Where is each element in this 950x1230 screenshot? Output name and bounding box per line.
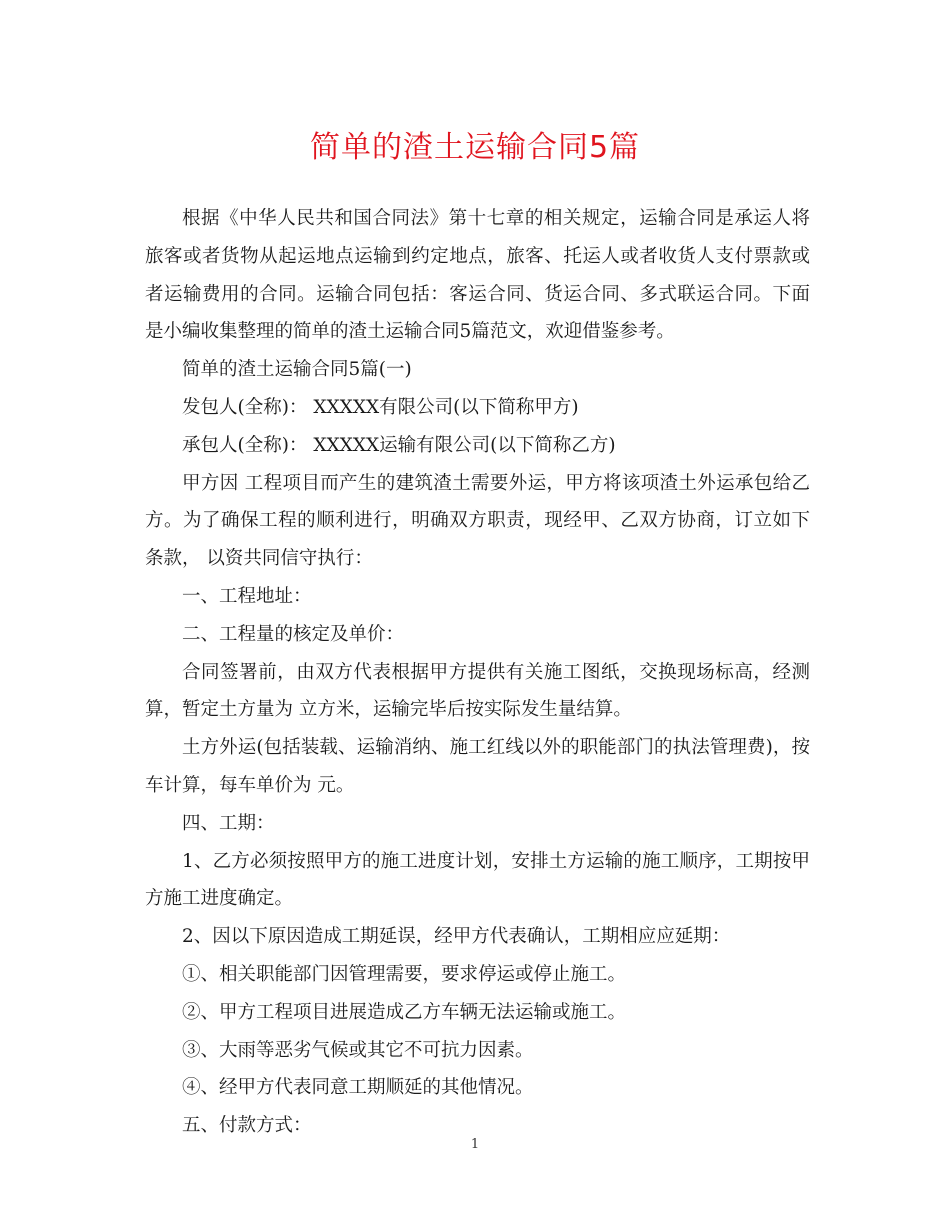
paragraph-schedule-2: 2、因以下原因造成工期延误，经甲方代表确认，工期相应应延期： [182, 926, 731, 948]
document-body [145, 200, 810, 1145]
paragraph-schedule-1: 1、乙方必须按照甲方的施工进度计划，安排土方运输的施工顺序，工期按甲方施工进度确定。 [145, 850, 810, 910]
paragraph-section-5: 五、付款方式： [182, 1115, 312, 1137]
document-title: 简单的渣土运输合同5篇 [309, 130, 641, 165]
paragraph-section-1: 一、工程地址： [182, 585, 312, 607]
paragraph-quantity: 合同签署前，由双方代表根据甲方提供有关施工图纸，交换现场标高，经测算，暂定土方量为 立方米，运输完毕后按实际发生量结算。 [145, 661, 810, 721]
paragraph-section-4: 四、工期： [182, 812, 275, 834]
paragraph-price: 土方外运(包括装载、运输消纳、施工红线以外的职能部门的执法管理费)，按车计算，每车单价为 元。 [145, 737, 810, 796]
paragraph-item-2: ②、甲方工程项目进展造成乙方车辆无法运输或施工。 [182, 1001, 627, 1023]
paragraph-party-b: 承包人(全称)： XXXXX运输有限公司(以下简称乙方) [182, 434, 616, 456]
paragraph-intro: 根据《中华人民共和国合同法》第十七章的相关规定，运输合同是承运人将旅客或者货物从起运地点运输到约定地点，旅客、托运人或者收货人支付票款或者运输费用的合同。运输合同包括：客运合同、货运合同、多式联运合同。下面是小编收集整理的简单的渣土运输合同5篇范文，欢迎借鉴参考。 [145, 208, 810, 343]
paragraph-party-a: 发包人(全称)： XXXXX有限公司(以下简称甲方) [182, 396, 579, 418]
paragraph-subtitle: 简单的渣土运输合同5篇(一) [182, 359, 412, 381]
paragraph-item-4: ④、经甲方代表同意工期顺延的其他情况。 [182, 1077, 534, 1099]
paragraph-item-3: ③、大雨等恶劣气候或其它不可抗力因素。 [182, 1039, 534, 1061]
paragraph-item-1: ①、相关职能部门因管理需要，要求停运或停止施工。 [182, 963, 627, 985]
paragraph-section-2: 二、工程量的核定及单价： [182, 623, 405, 645]
page-number: 1 [470, 1137, 480, 1152]
paragraph-agreement: 甲方因 工程项目而产生的建筑渣土需要外运，甲方将该项渣土外运承包给乙方。为了确保工程的顺利进行，明确双方职责，现经甲、乙双方协商，订立如下条款， 以资共同信守执行： [145, 472, 810, 570]
